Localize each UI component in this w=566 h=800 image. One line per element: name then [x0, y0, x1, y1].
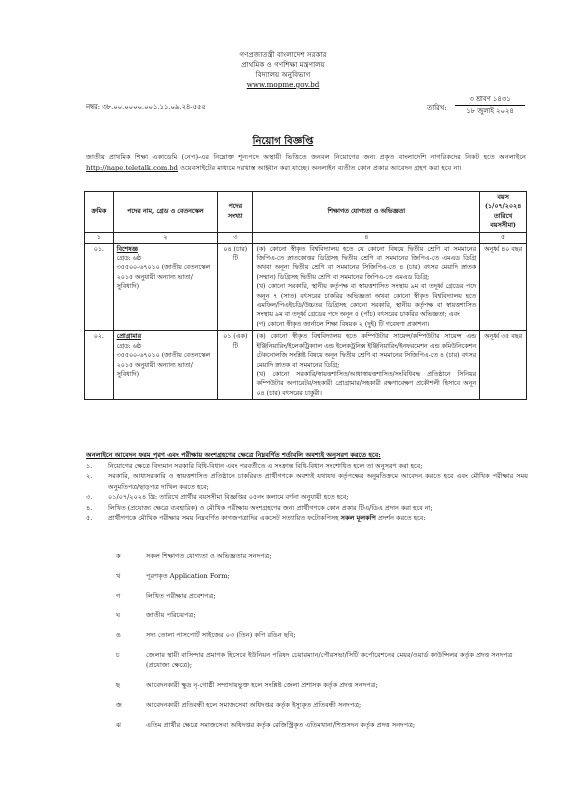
item-text: লিখিত (প্রযোজ্য ক্ষেত্রে ব্যবহারিক) ও মৌখিক পরীক্ষায় অংশগ্রহণের জন্য প্রার্থীগণকে কোন প্রকার টিএ/ডিএ প্রদান করা হবে না;	[108, 503, 433, 512]
item-text: এতিম প্রার্থীর ক্ষেত্রে সমাজসেবা অধিদপ্তর কর্তৃক রেজিস্ট্রিকৃত এতিমখানা/শিশুসদন কর্তৃক প্রদত্ত সনদপত্র;	[146, 720, 416, 729]
memo-number: নম্বর: ৩৮.০০.০০০০.০০১.১১.০৯.২৪-৫৫৫	[86, 103, 206, 111]
row-serial: ০২.	[85, 331, 114, 400]
list-item	[116, 591, 528, 601]
column-number: ১	[85, 232, 114, 243]
table-row	[85, 331, 527, 400]
post-grade: গ্রেড: ৬ষ্ঠ	[116, 255, 141, 263]
intro-paragraph	[86, 152, 526, 174]
item-letter: জ	[116, 700, 122, 709]
item-text-part: প্রদর্শন করতে হবে:	[377, 514, 426, 523]
item-number: ২.	[86, 472, 93, 481]
list-item	[116, 571, 528, 581]
list-item	[116, 680, 528, 690]
item-text-part: প্রার্থীগণকে মৌখিক পরীক্ষার সময় নিম্নবর্ণিত কাগজপত্রাদির একসেট সত্যায়িত ফটোকপিসহ	[108, 514, 339, 523]
required-documents-list	[116, 551, 528, 739]
column-number: ৪	[253, 232, 480, 243]
date-english: ১৮ জুলাই ২০২৪	[466, 107, 514, 115]
date-block	[455, 94, 525, 117]
column-number-row	[85, 232, 527, 243]
qualification-c: (গ) কোনো স্বীকৃত জার্নালে শিক্ষা বিষয়ক ২ (দুই) টি গবেষণা প্রকাশনা।	[256, 320, 430, 328]
item-number: ১.	[86, 462, 93, 470]
item-text: জাতীয় পরিচয়পত্র;	[146, 611, 196, 620]
letterhead	[0, 50, 566, 90]
item-text: আবেদনকারী প্রতিবন্ধী হলে সমাজসেবা অধিদপ্তর কর্তৃক ইস্যুকৃত প্রতিবন্ধী সনদপত্র;	[146, 700, 362, 709]
column-number: ৫	[480, 232, 527, 243]
item-letter: গ	[116, 591, 121, 600]
qualification-b: (খ) কোনো সরকারি, স্থানীয় কর্তৃপক্ষ বা স্বায়ত্তশাসিত সংস্থায় ৯ম বা তদূর্ধ্ব গ্রেডের পদে অনূন ৭ (সাত) বৎসরের চাকরির অভিজ্ঞতা অথবা কোনো স্বীকৃত বিশ্ববিদ্যালয় হতে এমফিল/পিএইচডি/উচ্চতর ডিগ্রিসহ কোনো সরকারি, স্থানীয় কর্তৃপক্ষ বা স্বায়ত্তশাসিত সংস্থায় ৯ম বা তদূর্ধ্ব গ্রেডের পদে অনূন ৫ (পাঁচ) বৎসরের চাকরির অভিজ্ঞতা; এবং	[256, 283, 477, 319]
list-item	[86, 461, 528, 471]
post-scale: ৩৫৫০০-৬৭০১০ (জাতীয় বেতনস্কেল ২০১৫ অনুযায়ী অন্যান্য ভাতা/সুবিধাদি)	[116, 352, 211, 378]
header-age: বয়স (১/০৭/২০২৪ তারিখে বয়সসীমা)	[480, 192, 527, 233]
item-letter: ক	[116, 552, 121, 560]
govt-name: গণপ্রজাতন্ত্রী বাংলাদেশ সরকার	[239, 50, 327, 59]
post-count: ০১ (এক) টি	[218, 331, 253, 400]
row-serial: ০১.	[85, 243, 114, 331]
item-text: সরকারি, আধাসরকারি ও স্বায়ত্তশাসিত প্রতিষ্ঠানে চাকরিরত প্রার্থীগণকে অবশ্যই যথাযথ কর্তৃপক্ষের অনুমতিক্রমে আবেদন করতে হবে এবং মৌখিক পরীক্ষার সময় অনুমতিপত্র/ছাড়পত্র দাখিল করতে হবে;	[108, 472, 528, 491]
item-letter: চ	[116, 650, 120, 659]
item-text	[108, 513, 528, 523]
qualification-a: (ক) কোনো স্বীকৃত বিশ্ববিদ্যালয় হতে কম্পিউটার সায়েন্স/কম্পিউটার সায়েন্স এন্ড ইঞ্জিনিয়ারিং/ইলেকট্রিক্যাল এন্ড ইলেকট্রনিক্স ইঞ্জিনিয়ারিং/ইনফরমেশন এন্ড কমিউনিকেশন টেকনোলজি সংশ্লিষ্ট বিষয়ে অনূন দ্বিতীয় শ্রেণি বা সমমানের সিজিপিএ-তে ৪ (চার) বৎসর মেয়াদি স্নাতক বা সমমানের ডিগ্রি;	[256, 333, 477, 369]
item-text: আবেদনকারী ক্ষুদ্র নৃ-গোষ্ঠী সম্প্রদায়ভুক্ত হলে সংশ্লিষ্ট জেলা প্রশাসক কর্তৃক প্রদত্ত সনদপত্র;	[146, 680, 378, 689]
intro-text-1: জাতীয় প্রাথমিক শিক্ষা একাডেমি (নেপ)-এর নিম্নোক্ত শূন্যপদে অস্থায়ী ভিত্তিতে জনবল নিয়োগের জন্য প্রকৃত বাংলাদেশি নাগরিকদের নিকট হতে অনলাইনে	[86, 153, 526, 161]
conditions-heading: অনলাইনে আবেদন ফরম পূরণ এবং পরীক্ষায় অংশগ্রহণের ক্ষেত্রে নিম্নবর্ণিত শর্তাবলি অবশ্যই অনুসরণ করতে হবে:	[86, 451, 381, 459]
notice-title	[0, 134, 566, 151]
list-item	[116, 551, 528, 561]
date-label: তারিখ:	[427, 104, 447, 112]
list-item	[116, 700, 528, 710]
post-name: বিশেষজ্ঞ	[116, 245, 138, 253]
qualification-a: (ক) কোনো স্বীকৃত বিশ্ববিদ্যালয় হতে যে কোনো বিষয়ে দ্বিতীয় শ্রেণি বা সমমানের জিপিএ-তে স্নাতকোত্তর ডিগ্রিসহ দ্বিতীয় শ্রেণি বা সমমানের জিপিএ-তে এমএড ডিগ্রি অথবা অনূন্য দ্বিতীয় শ্রেণি বা সমমানের সিজিপিএ-তে ৪ (চার) বৎসর মেয়াদি স্নাতক (সম্মান) ডিগ্রিসহ দ্বিতীয় শ্রেণি বা সমমানের জিপিএ-তে এমএড ডিগ্রি;	[256, 245, 477, 281]
item-number: ৩.	[86, 493, 93, 502]
column-number: ২	[113, 232, 217, 243]
list-item	[116, 720, 528, 730]
age-limit: অনূর্ধ্ব ৪০ বছর	[480, 243, 527, 331]
qualification-cell	[253, 243, 480, 331]
header-count: পদের সংখ্যা	[218, 192, 253, 233]
item-letter: ঘ	[116, 611, 121, 620]
list-item	[86, 503, 528, 513]
table-row	[85, 243, 527, 331]
application-url-link[interactable]: http://nape.teletalk.com.bd	[86, 164, 178, 172]
item-number: ৪.	[86, 503, 93, 512]
date-bangla: ৩ শ্রাবণ ১৪৩১	[455, 94, 525, 106]
post-cell	[113, 331, 217, 400]
item-text: জেলার স্থায়ী বাসিন্দার প্রমাণক হিসেবে ইউনিয়ন পরিষদ চেয়ারম্যান/পৌরসভা/সিটি কর্পোরেশনের মেয়র/ওয়ার্ড কাউন্সিলর কর্তৃক প্রদত্ত সনদপত্র (প্রযোজ্য ক্ষেত্রে);	[146, 650, 513, 670]
website-link[interactable]: www.mopme.gov.bd	[246, 80, 320, 89]
item-text-bold: সকল মূলকপি	[340, 514, 376, 523]
post-grade: গ্রেড: ৬ষ্ঠ	[116, 342, 141, 350]
item-text: নিয়োগের ক্ষেত্রে বিদ্যমান সরকারি বিধি-বিধান এবং পরবর্তীতে এ সংক্রান্ত বিধি-বিধান সংশোধিত হলে তা অনুসরণ করা হবে;	[108, 462, 423, 470]
item-text: সকল শিক্ষাগত যোগ্যতা ও অভিজ্ঞতার সনদপত্র;	[146, 552, 272, 560]
item-letter: ঝ	[116, 720, 121, 729]
list-item	[116, 630, 528, 640]
notice-title-text: নিয়োগ বিজ্ঞপ্তি	[252, 136, 314, 147]
item-letter: ছ	[116, 680, 120, 689]
list-item	[86, 513, 528, 523]
item-text: ০১/০৭/২০২৪ খ্রি: তারিখে প্রার্থীর বয়সসীমা বিজ্ঞপ্তির ০৫নং কলামে বর্ণনা অনুযায়ী হতে হবে;	[108, 493, 349, 502]
item-number: ৫.	[86, 514, 93, 523]
division-name: বিদ্যালয় অনুবিভাগ	[255, 70, 311, 79]
header-post: পদের নাম, গ্রেড ও বেতনস্কেল	[113, 192, 217, 233]
header-serial: ক্রমিক	[85, 192, 114, 233]
list-item	[116, 610, 528, 620]
post-name: প্রোগ্রামার	[116, 333, 142, 341]
post-cell	[113, 243, 217, 331]
intro-text-2: ওয়েবসাইটের মাধ্যমে দরখাস্ত আহ্বান করা যাচ্ছে। অনলাইন ব্যতীত কোন প্রকার আবেদন গ্রহণ করা হবে না।	[180, 164, 462, 172]
column-number: ৩	[218, 232, 253, 243]
qualification-b: (খ) কোনো সরকারি/স্বায়ত্তশাসিত/আধাস্বায়ত্তশাসিত/সংবিধিবদ্ধ প্রতিষ্ঠানে সিনিয়র কম্পিউটার অপারেটর/সহকারী প্রোগ্রামার/সহকারী রক্ষণাবেক্ষণ প্রকৌশলী হিসাবে অনূন ০৪ (চার) বৎসরের চাকুরী।	[256, 370, 477, 397]
list-item	[86, 492, 528, 502]
qualification-cell	[253, 331, 480, 400]
conditions-list	[86, 461, 528, 523]
vacancy-table	[84, 191, 527, 400]
age-limit: অনূর্ধ্ব ৩৫ বছর	[480, 331, 527, 400]
post-count: ০৪ (চার) টি	[218, 243, 253, 331]
item-text: পূরণকৃত Application Form;	[146, 571, 230, 580]
item-letter: ঙ	[116, 631, 121, 640]
header-qualification: শিক্ষাগত যোগ্যতা ও অভিজ্ঞতা	[253, 192, 480, 233]
item-letter: খ	[116, 571, 121, 580]
list-item	[116, 650, 528, 670]
ministry-name: প্রাথমিক ও গণশিক্ষা মন্ত্রণালয়	[241, 60, 325, 69]
item-text: লিখিত পরীক্ষার প্রবেশপত্র;	[146, 591, 216, 600]
list-item	[86, 471, 528, 492]
table-header-row	[85, 192, 527, 233]
item-text: সদ্য তোলা পাসপোর্ট সাইজের ০৩ (তিন) কপি রঙিন ছবি;	[146, 631, 296, 640]
post-scale: ৩৫৫০০-৬৭০১০ (জাতীয় বেতনস্কেল ২০১৫ অনুযায়ী অন্যান্য ভাতা/সুবিধাদি)	[116, 264, 211, 291]
